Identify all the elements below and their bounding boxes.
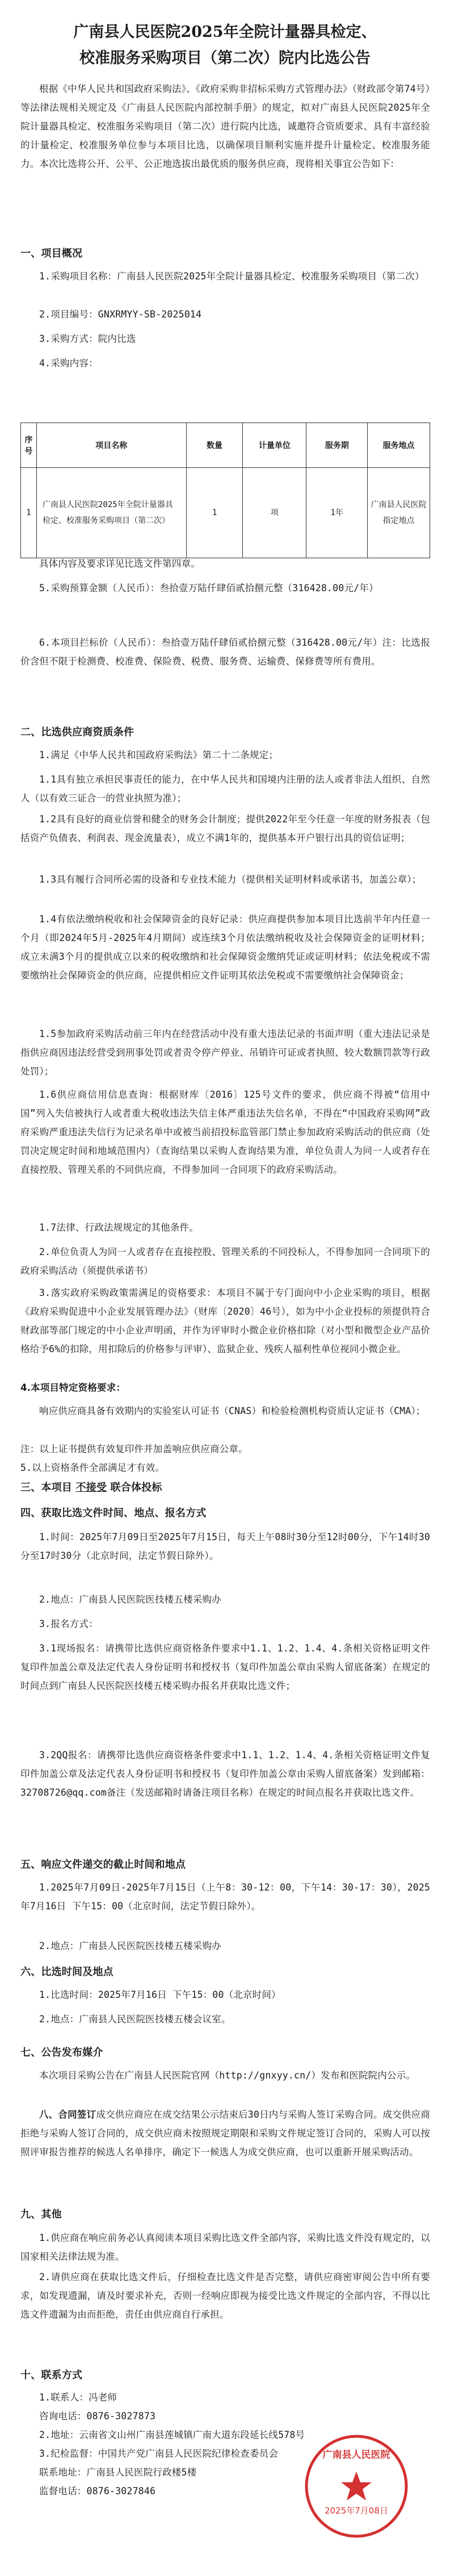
registration-onsite: 3.1现场报名：请携带比选供应商资格条件要求中1.1、1.2、1.4、4.条相关资格证明文件复印件加盖公章及法定代表人身份证明书和授权书（复印件加盖公章由采购人留底备案）在规定的时间点到广南县人民医院医技楼五楼采购办报名并获取比选文件； bbox=[20, 1643, 430, 1691]
contact-address: 2.地址：云南省文山州广南县莲城镇广南大道东段延长线578号 bbox=[39, 2429, 305, 2440]
supervision-phone: 监督电话：0876-3027846 bbox=[39, 2486, 156, 2496]
seal-text: 广南县人民医院 bbox=[322, 2449, 390, 2461]
title-line-2: 校准服务采购项目（第二次）院内比选公告 bbox=[79, 49, 371, 67]
contract-text: 成交供应商应在成交结果公示结束后30日内与采购人签订采购合同。成交供应商拒绝与采购人签订合同的，成交供应商未按照规定期限和采购文件规定签订合同的，采购人可以按照评审报告推荐的候选人名单排序，确定下一候选人为成交供应商，也可以重新开展采购活动。 bbox=[20, 2109, 430, 2157]
ceiling-price: 6.本项目拦标价（人民币）：叁拾壹万陆仟肆佰贰拾捌元整（316428.00元/年）注：比选报价含但不限于检测费、校准费、保险费、税费、服务费、运输费、保修费等所有费用。 bbox=[20, 637, 430, 667]
official-seal bbox=[300, 2429, 413, 2543]
contact-phone: 咨询电话：0876-3027873 bbox=[39, 2411, 156, 2422]
table-cell: 1 bbox=[21, 468, 37, 558]
section-7-heading: 七、公告发布媒介 bbox=[20, 2047, 103, 2059]
section-4-heading: 四、获取比选文件时间、地点、报名方式 bbox=[20, 1507, 207, 1519]
qualification-item: 1.4有依法缴纳税收和社会保障资金的良好记录：供应商提供参加本项目比选前半年内任意一个月（即2024年5月-2025年4月期间）或连续3个月依法缴纳税收及社会保障资金的证明材料；成立未满3个月的提供成立以来的税收缴纳和社会保障资金缴纳凭证或证明材料；依法免税或不需要缴纳社会保障资金的供应商，应提供相应文件证明其依法免税或不需要缴纳社会保障资金； bbox=[20, 914, 430, 981]
section-3-prefix: 三、本项目 bbox=[20, 1482, 72, 1494]
table-header-cell: 数量 bbox=[186, 423, 243, 468]
contract-paragraph bbox=[20, 2105, 430, 2161]
publication-media: 本次项目采购公告在广南县人民医院官网（http://gnxyy.cn/）发布和医院院内公示。 bbox=[39, 2070, 416, 2081]
qualification-note: 注：以上证书提供有效复印件并加盖响应供应商公章。 bbox=[20, 1444, 248, 1454]
section-3-suffix: 联合体投标 bbox=[110, 1482, 162, 1494]
table-row bbox=[21, 468, 430, 558]
selection-place: 2.地点：广南县人民医院医技楼五楼会议室。 bbox=[39, 2014, 231, 2025]
table-header-row bbox=[21, 423, 430, 468]
qualification-item: 响应供应商具备有效期内的实验室认可证书（CNAS）和检验检测机构资质认定证书（CMA）； bbox=[39, 1406, 426, 1416]
page-title bbox=[17, 19, 433, 72]
project-number: 2.项目编号：GNXRMYY-SB-2025014 bbox=[39, 309, 202, 320]
submission-place: 2.地点：广南县人民医院医技楼五楼采购办 bbox=[39, 1941, 221, 1951]
table-header-cell: 项目名称 bbox=[36, 423, 186, 468]
selection-time: 1.比选时间：2025年7月16日 下午15：00（北京时间） bbox=[39, 1989, 281, 2000]
special-requirements-heading: 4.本项目特定资格要求： bbox=[20, 1382, 126, 1393]
registration-qq: 3.2QQ报名：请携带比选供应商资格条件要求中1.1、1.2、1.4、4.条相关资格证明文件复印件加盖公章及法定代表人身份证明书和授权书（复印件加盖公章由采购人留底备案）发到邮箱：32708726@qq.com备注（发送邮箱时请备注项目名称）在规定的时间点报名并获取比选文件。 bbox=[20, 1750, 430, 1798]
registration-place: 2.地点：广南县人民医院医技楼五楼采购办 bbox=[39, 1594, 221, 1605]
table-cell: 广南县人民医院指定地点 bbox=[368, 468, 430, 558]
section-8-heading: 八、合同签订 bbox=[39, 2109, 96, 2120]
table-cell: 广南县人民医院2025年全院计量器具检定、校准服务采购项目（第二次） bbox=[36, 468, 186, 558]
section-5-heading: 五、响应文件递交的截止时间和地点 bbox=[20, 1859, 186, 1871]
content-note: 具体内容及要求详见比选文件第四章。 bbox=[39, 558, 200, 569]
project-name: 1.采购项目名称：广南县人民医院2025年全院计量器具检定、校准服务采购项目（第二次） bbox=[39, 271, 424, 282]
intro-paragraph: 根据《中华人民共和国政府采购法》、《政府采购非招标采购方式管理办法》（财政部令第74号）等法律法规相关规定及《广南县人民医院内部控制手册》的规定，拟对广南县人民医院2025年全院计量器具检定、校准服务采购项目（第二次）进行院内比选，诚邀符合资质要求、具有丰富经验的计量检定、校准服务单位参与本项目比选，以确保项目顺利实施并提升计量检定、校准服务能力。本次比选将公开、公平、公正地选拔出最优质的服务供应商，现将相关事宜公告如下： bbox=[20, 83, 430, 169]
section-2-heading: 二、比选供应商资质条件 bbox=[20, 726, 134, 738]
section-9-heading: 九、其他 bbox=[20, 2209, 62, 2220]
contact-person: 1.联系人：冯老师 bbox=[39, 2392, 117, 2403]
procurement-table bbox=[20, 423, 430, 558]
budget-amount: 5.采购预算金额（人民币）：叁拾壹万陆仟肆佰贰拾捌元整（316428.00元/年） bbox=[39, 583, 378, 593]
table-cell: 项 bbox=[243, 468, 306, 558]
qualification-item: 1.3具有履行合同所必需的设备和专业技术能力（提供相关证明材料或承诺书，加盖公章）； bbox=[39, 874, 422, 885]
section-1-heading: 一、项目概况 bbox=[20, 248, 83, 260]
registration-time: 1.时间：2025年7月09日至2025年7月15日，每天上午08时30分至12时00分，下午14时30分至17时30分（北京时间，法定节假日除外）。 bbox=[20, 1532, 430, 1561]
section-6-heading: 六、比选时间及地点 bbox=[20, 1966, 113, 1978]
registration-method-label: 3.报名方式： bbox=[39, 1619, 98, 1629]
qualification-item: 1.满足《中华人民共和国政府采购法》第二十二条规定； bbox=[39, 750, 279, 760]
qualification-item: 1.7法律、行政法规规定的其他条件。 bbox=[39, 1222, 199, 1233]
other-item: 1.供应商在响应前务必认真阅读本项目采购比选文件全部内容，采购比选文件没有规定的，以国家相关法律法规为准。 bbox=[20, 2232, 430, 2262]
seal-date: 2025年7月08日 bbox=[325, 2506, 388, 2516]
section-10-heading: 十、联系方式 bbox=[20, 2369, 83, 2381]
table-header-cell: 服务地点 bbox=[368, 423, 430, 468]
table-header-cell: 序号 bbox=[21, 423, 37, 468]
supervision-unit: 3.纪检监督：中国共产党广南县人民医院纪律检查委员会 bbox=[39, 2448, 279, 2459]
qualification-item: 1.1具有独立承担民事责任的能力，在中华人民共和国境内注册的法人或者非法人组织、自然人（以有效三证合一的营业执照为准）； bbox=[20, 774, 430, 804]
other-item: 2.请供应商在获取比选文件后，仔细检查比选文件是否完整，请供应商密审阅公告中所有要求，如发现遗漏，请及时要求补充，否则一经响应即视为接受比选文件规定的全部内容，不得以比选文件遗漏为由而拒绝，责任由供应商自行承担。 bbox=[20, 2272, 430, 2320]
table-cell: 1年 bbox=[306, 468, 368, 558]
qualification-item: 1.6供应商信用信息查询：根据财库〔2016〕125号文件的要求，供应商不得被“信用中国”列入失信被执行人或者重大税收违法失信主体严重违法失信名单，不得在“中国政府采购网”政府采购严重违法失信行为记录名单中或被当前招投标监管部门禁止参加政府采购活动的供应商（处罚决定规定时间和地域范围内）（查询结果以采购人查询结果为准，单位负责人为同一人或者存在直接控股、管理关系的不同供应商，不得参加同一合同项下的政府采购活动。 bbox=[20, 1089, 430, 1175]
qualification-item: 5.以上资格条件全部满足才有效。 bbox=[20, 1462, 165, 1473]
qualification-item: 2.单位负责人为同一人或者存在直接控股、管理关系的不同投标人，不得参加同一合同项下的政府采购活动（须提供承诺书） bbox=[20, 1247, 430, 1276]
table-cell: 1 bbox=[186, 468, 243, 558]
procurement-content-label: 4.采购内容： bbox=[39, 358, 98, 369]
section-3-heading bbox=[20, 1477, 430, 1499]
qualification-item: 1.2具有良好的商业信誉和健全的财务会计制度；提供2022年至今任意一年度的财务报表（包括资产负债表、利润表、现金流量表），成立不满1年的，提供基本开户银行出具的资信证明； bbox=[20, 814, 430, 843]
title-line-1: 广南县人民医院2025年全院计量器具检定、 bbox=[73, 23, 377, 41]
section-3-emphasis: 不接受 bbox=[75, 1482, 107, 1494]
submission-deadline: 1.2025年7月09日-2025年7月15日（上午8：30-12：00，下午14：30-17：30），2025年7月16日 下午15：00（北京时间，法定节假日除外）。 bbox=[20, 1882, 430, 1912]
table-header-cell: 计量单位 bbox=[243, 423, 306, 468]
qualification-item: 3.落实政府采购政策需满足的资格要求：本项目不属于专门面向中小企业采购的项目，根据《政府采购促进中小企业发展管理办法》（财库〔2020〕46号），如为中小企业投标的须提供符合财政部等部门规定的中小企业声明函，并作为评审时小微企业价格扣除（对小型和微型企业产品价格给予6%的扣除，用扣除后的价格参与评审）、监狱企业、残疾人福利性单位视同小微企业。 bbox=[20, 1287, 430, 1354]
qualification-item: 1.5参加政府采购活动前三年内在经营活动中没有重大违法记录的书面声明（重大违法记录是指供应商因违法经营受到刑事处罚或者责令停产停业、吊销许可证或者执照、较大数额罚款等行政处罚）； bbox=[20, 1028, 430, 1077]
table-header-cell: 服务期 bbox=[306, 423, 368, 468]
procurement-method: 3.采购方式：院内比选 bbox=[39, 333, 136, 344]
supervision-address: 联系地址：广南县人民医院行政楼5楼 bbox=[39, 2467, 197, 2478]
